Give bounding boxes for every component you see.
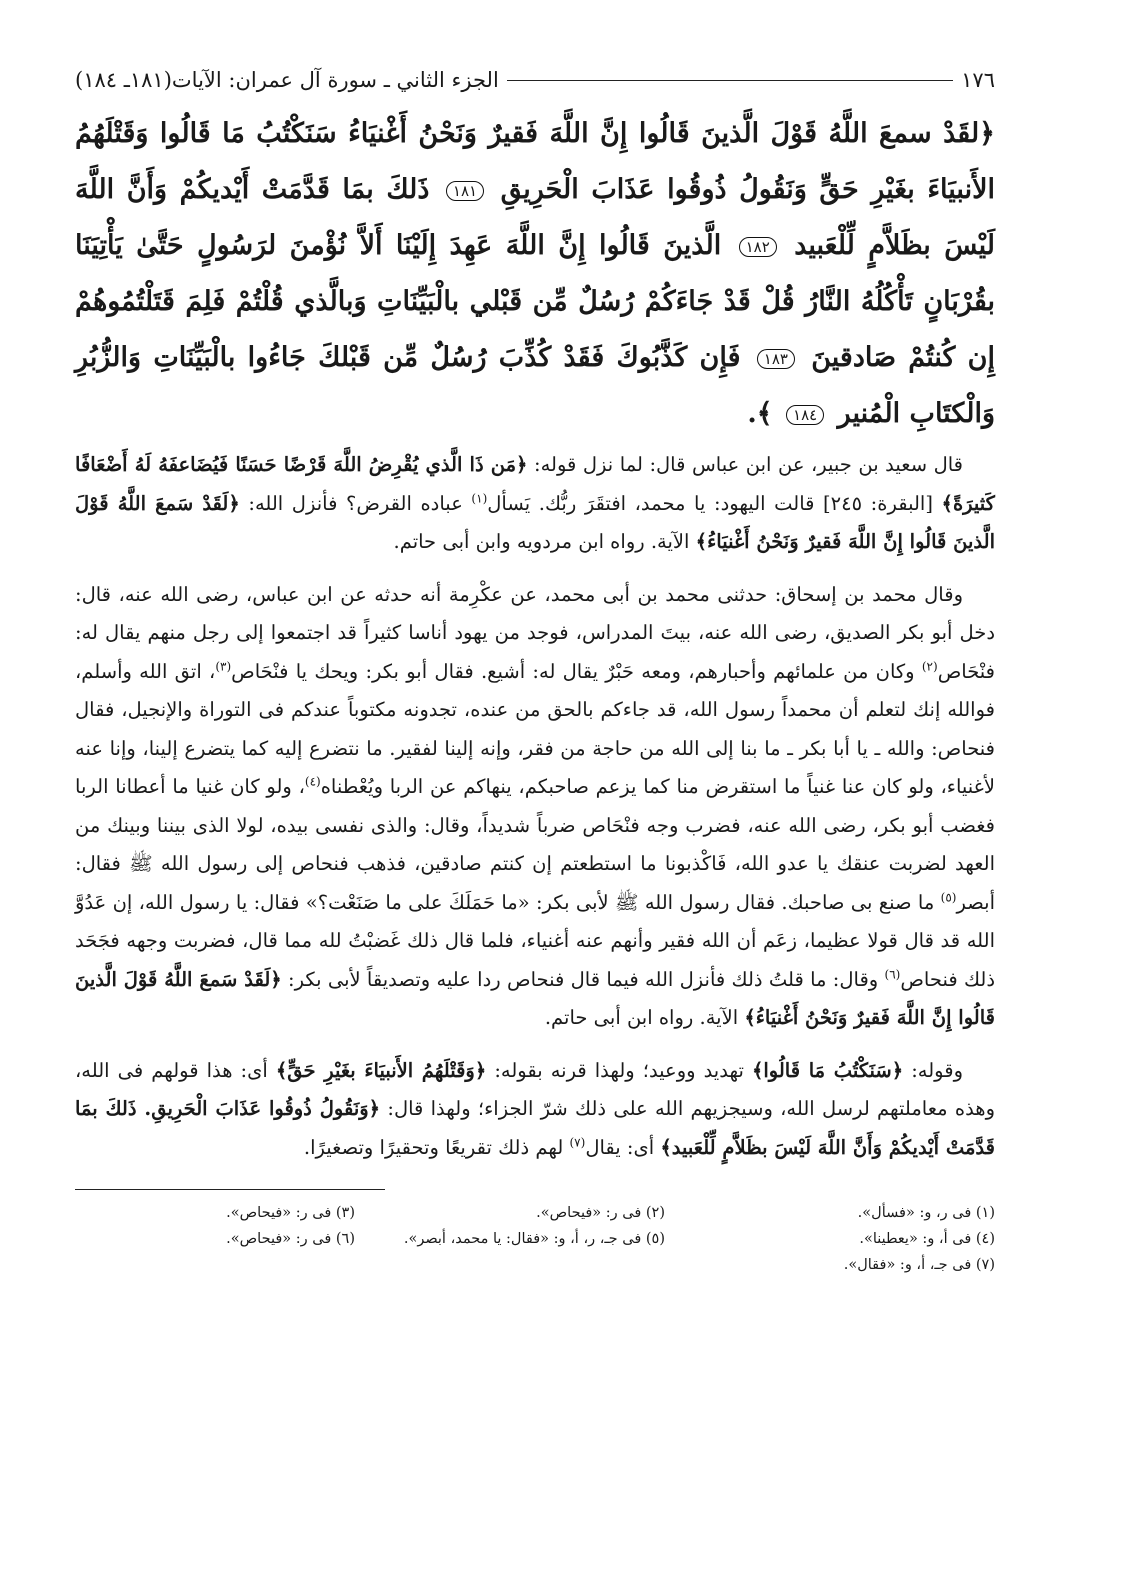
p1-text-1: قال سعيد بن جبير، عن ابن عباس قال: لما نزل قوله: xyxy=(527,453,963,476)
footnote-row xyxy=(75,1200,995,1226)
verse-181-text: لقَدْ سمعَ اللَّهُ قَوْلَ الَّذينَ قَالُوا إِنَّ اللَّهَ فَقيرٌ وَنَحْنُ أَغْنيَاءُ سَنَكْتُبُ مَا قَالُوا وَقَتْلَهُمُ الأَنبيَاءَ بغَيْرِ حَقٍّ وَنَقُولُ ذُوقُوا عَذَابَ الْحَرِيقِ xyxy=(75,118,995,205)
footnote-1: (١) فى ر، و: «فسأل». xyxy=(857,1205,995,1221)
quran-verses xyxy=(75,106,995,442)
footnote-row xyxy=(75,1252,995,1278)
p2-text-1: وقال محمد بن إسحاق: حدثنى محمد بن أبى محمد، عن عكْرِمة أنه حدثه عن ابن عباس، رضى الله عنه، قال: دخل أبو بكر الصديق، رضى الله عنه، بيتَ المدراس، فوجد من يهود أناسا كثيراً قد اجتمعوا إلى رجل منهم يقال له: فنْحَاص xyxy=(75,582,995,683)
verse-number-184: ١٨٤ xyxy=(786,405,824,425)
running-header xyxy=(75,62,995,98)
commentary-paragraph-2 xyxy=(75,576,995,1038)
commentary-paragraph-1 xyxy=(75,446,995,562)
footnote-ref-6: (٦) xyxy=(884,967,901,981)
footnote-7: (٧) فى جـ، أ، و: «فقال». xyxy=(843,1257,995,1273)
p3-quote-2: ﴿وَقَتْلَهُمُ الأَنبيَاءَ بغَيْرِ حَقٍّ﴾ xyxy=(275,1058,487,1082)
footnote-ref-2: (٢) xyxy=(921,659,938,673)
footnote-separator xyxy=(75,1189,385,1190)
p3-text-2: تهديد ووعيد؛ ولهذا قرنه بقوله: xyxy=(486,1058,752,1082)
p3-text-3: أى: هذا قولهم فى الله، وهذه معاملتهم لرسل الله، وسيجزيهم الله على ذلك شرّ الجزاء؛ ولهذا قال: xyxy=(75,1058,996,1120)
p2-quote-1: ﴿لَقَدْ سَمعَ اللَّهُ قَوْلَ الَّذينَ قَالُوا إِنَّ اللَّهَ فَقيرٌ وَنَحْنُ أَغْنيَاءُ﴾ xyxy=(75,967,995,1029)
verse-182-text: ذَلكَ بمَا قَدَّمَتْ أَيْديكُمْ وَأَنَّ اللَّهَ لَيْسَ بظَلاَّمٍ لِّلْعَبيد xyxy=(75,174,995,261)
footnote-ref-5: (٥) xyxy=(940,890,957,904)
p1-quote-2: ﴿لَقَدْ سَمعَ اللَّهُ قَوْلَ الَّذينَ قَالُوا إِنَّ اللَّهَ فَقيرٌ وَنَحْنُ أَغْنيَاءُ﴾ xyxy=(75,491,995,553)
verse-number-183: ١٨٣ xyxy=(757,349,795,369)
p3-quote-3: ﴿وَنَقُولُ ذُوقُوا عَذَابَ الْحَرِيقِ. ذَلكَ بمَا قَدَّمَتْ أَيْديكُمْ وَأَنَّ اللَّهَ لَيْسَ بظَلاَّمٍ لِّلْعَبيد﴾ xyxy=(75,1097,995,1159)
p1-text-4: الآية. رواه ابن مردويه وابن أبى حاتم. xyxy=(393,530,696,553)
p3-text-5: لهم ذلك تقريعًا وتحقيرًا وتصغيرًا. xyxy=(303,1135,570,1159)
p2-text-3: ، اتق الله وأسلم، فوالله إنك لتعلم أن محمداً رسول الله، قد جاءكم بالحق من عنده، تجدونه مكتوباً عندكم فى التوراة والإنجيل، فقال فنحاص: والله ـ يا أبا بكر ـ ما بنا إلى الله من حاجة من فقر، وإنه إلينا لفقير. ما نتضرع إليه كما يتضرع إلينا، وإنا عنه لأغنياء، ولو كان عنا غنياً ما استقرض منا كما يزعم صاحبكم، ينهاكم عن الربا ويُعْطناه xyxy=(75,659,995,798)
header-title: الجزء الثاني ـ سورة آل عمران: الآيات(١٨١ـ ١٨٤) xyxy=(75,68,499,92)
footnotes xyxy=(75,1200,995,1278)
p1-quote-1: ﴿مَن ذَا الَّذي يُقْرِضُ اللَّهَ قَرْضًا حَسَنًا فَيُضَاعفَهُ لَهُ أَضْعَافًا كَثيرَةً﴾ xyxy=(75,453,995,515)
p1-text-3: عباده القرض؟ فأنزل الله: xyxy=(239,491,472,515)
header-rule xyxy=(507,80,953,81)
p3-text-4: أى: يقال xyxy=(585,1135,661,1159)
p2-text-2: وكان من علمائهم وأحبارهم، ومعه حَبْرٌ يقال له: أشيع. فقال أبو بكر: ويحك يا فنْحَاص xyxy=(231,659,922,683)
verse-number-181: ١٨١ xyxy=(446,181,484,201)
verse-183-text: الَّذينَ قَالُوا إِنَّ اللَّهَ عَهِدَ إِلَيْنَا أَلاَّ نُؤْمنَ لرَسُولٍ حَتَّىٰ يَأْتِيَنَا بقُرْبَانٍ تَأْكُلُهُ النَّارُ قُلْ قَدْ جَاءَكُمْ رُسُلٌ مِّن قَبْلي بالْبَيِّنَاتِ وَبالَّذي قُلْتُمْ فَلِمَ قَتَلْتُمُوهُمْ إِن كُنتُمْ صَادقينَ xyxy=(75,230,995,373)
footnote-row xyxy=(75,1226,995,1252)
page-number: ١٧٦ xyxy=(961,68,995,92)
p3-text-1: وقوله: xyxy=(903,1058,963,1082)
footnote-ref-1: (١) xyxy=(471,491,488,505)
footnote-2: (٢) فى ر: «فيحاص». xyxy=(536,1205,665,1221)
verse-number-182: ١٨٢ xyxy=(739,237,777,257)
p2-text-4: ، ولو كان غنيا ما أعطانا الربا فغضب أبو بكر، رضى الله عنه، فضرب وجه فنْحَاص ضرباً شديداً، وقال: والذى نفسى بيده، لولا الذى بيننا وبينك من العهد لضربت عنقك يا عدو الله، فَاكْذبونا ما استطعتم إن كنتم صادقين، فذهب فنحاص إلى رسول الله ﷺ فقال: أبصر xyxy=(75,775,995,914)
p1-text-2: [البقرة: ٢٤٥] قالت اليهود: يا محمد، افتقَرَ ربُّك. يَسأل xyxy=(487,491,942,515)
footnote-ref-4: (٤) xyxy=(304,774,321,789)
footnote-5: (٥) فى جـ، ر، أ، و: «فقال: يا محمد، أبصر». xyxy=(403,1231,665,1247)
footnote-3: (٣) فى ر: «فيحاص». xyxy=(226,1205,355,1221)
p3-quote-1: ﴿سَنَكْتُبُ مَا قَالُوا﴾ xyxy=(751,1058,904,1082)
footnote-4: (٤) فى أ، و: «يعطينا». xyxy=(859,1231,995,1247)
book-page xyxy=(75,62,995,1562)
footnote-6: (٦) فى ر: «فيحاص». xyxy=(226,1231,355,1247)
p2-text-5: ما صنع بى صاحبك. فقال رسول الله ﷺ لأبى بكر: «ما حَمَلَكَ على ما صَنَعْت؟» فقال: يا رسول الله، إن عَدُوَّ الله قد قال قولا عظيما، زعَم أن الله فقير وأنهم عنه أغنياء، فلما قال ذلك غَضبْتُ لله مما قال، فضربت وجهه فجَحَد ذلك فنحاص xyxy=(75,890,996,991)
footnote-ref-3: (٣) xyxy=(215,659,232,673)
p2-text-7: الآية. رواه ابن أبى حاتم. xyxy=(544,1006,745,1029)
ornate-bracket-close: ﴾. xyxy=(747,398,773,429)
commentary-paragraph-3 xyxy=(75,1052,995,1168)
p2-text-6: وقال: ما قلتُ ذلك فأنزل الله فيما قال فنحاص ردا عليه وتصديقاً لأبى بكر: xyxy=(281,967,885,991)
footnote-ref-7: (٧) xyxy=(569,1135,586,1149)
verse-184-text: فَإِن كَذَّبُوكَ فَقَدْ كُذِّبَ رُسُلٌ مِّن قَبْلكَ جَاءُوا بالْبَيِّنَاتِ وَالزُّبُرِ وَالْكتَابِ الْمُنير xyxy=(75,342,995,429)
ornate-bracket-open: ﴿ xyxy=(979,118,995,149)
